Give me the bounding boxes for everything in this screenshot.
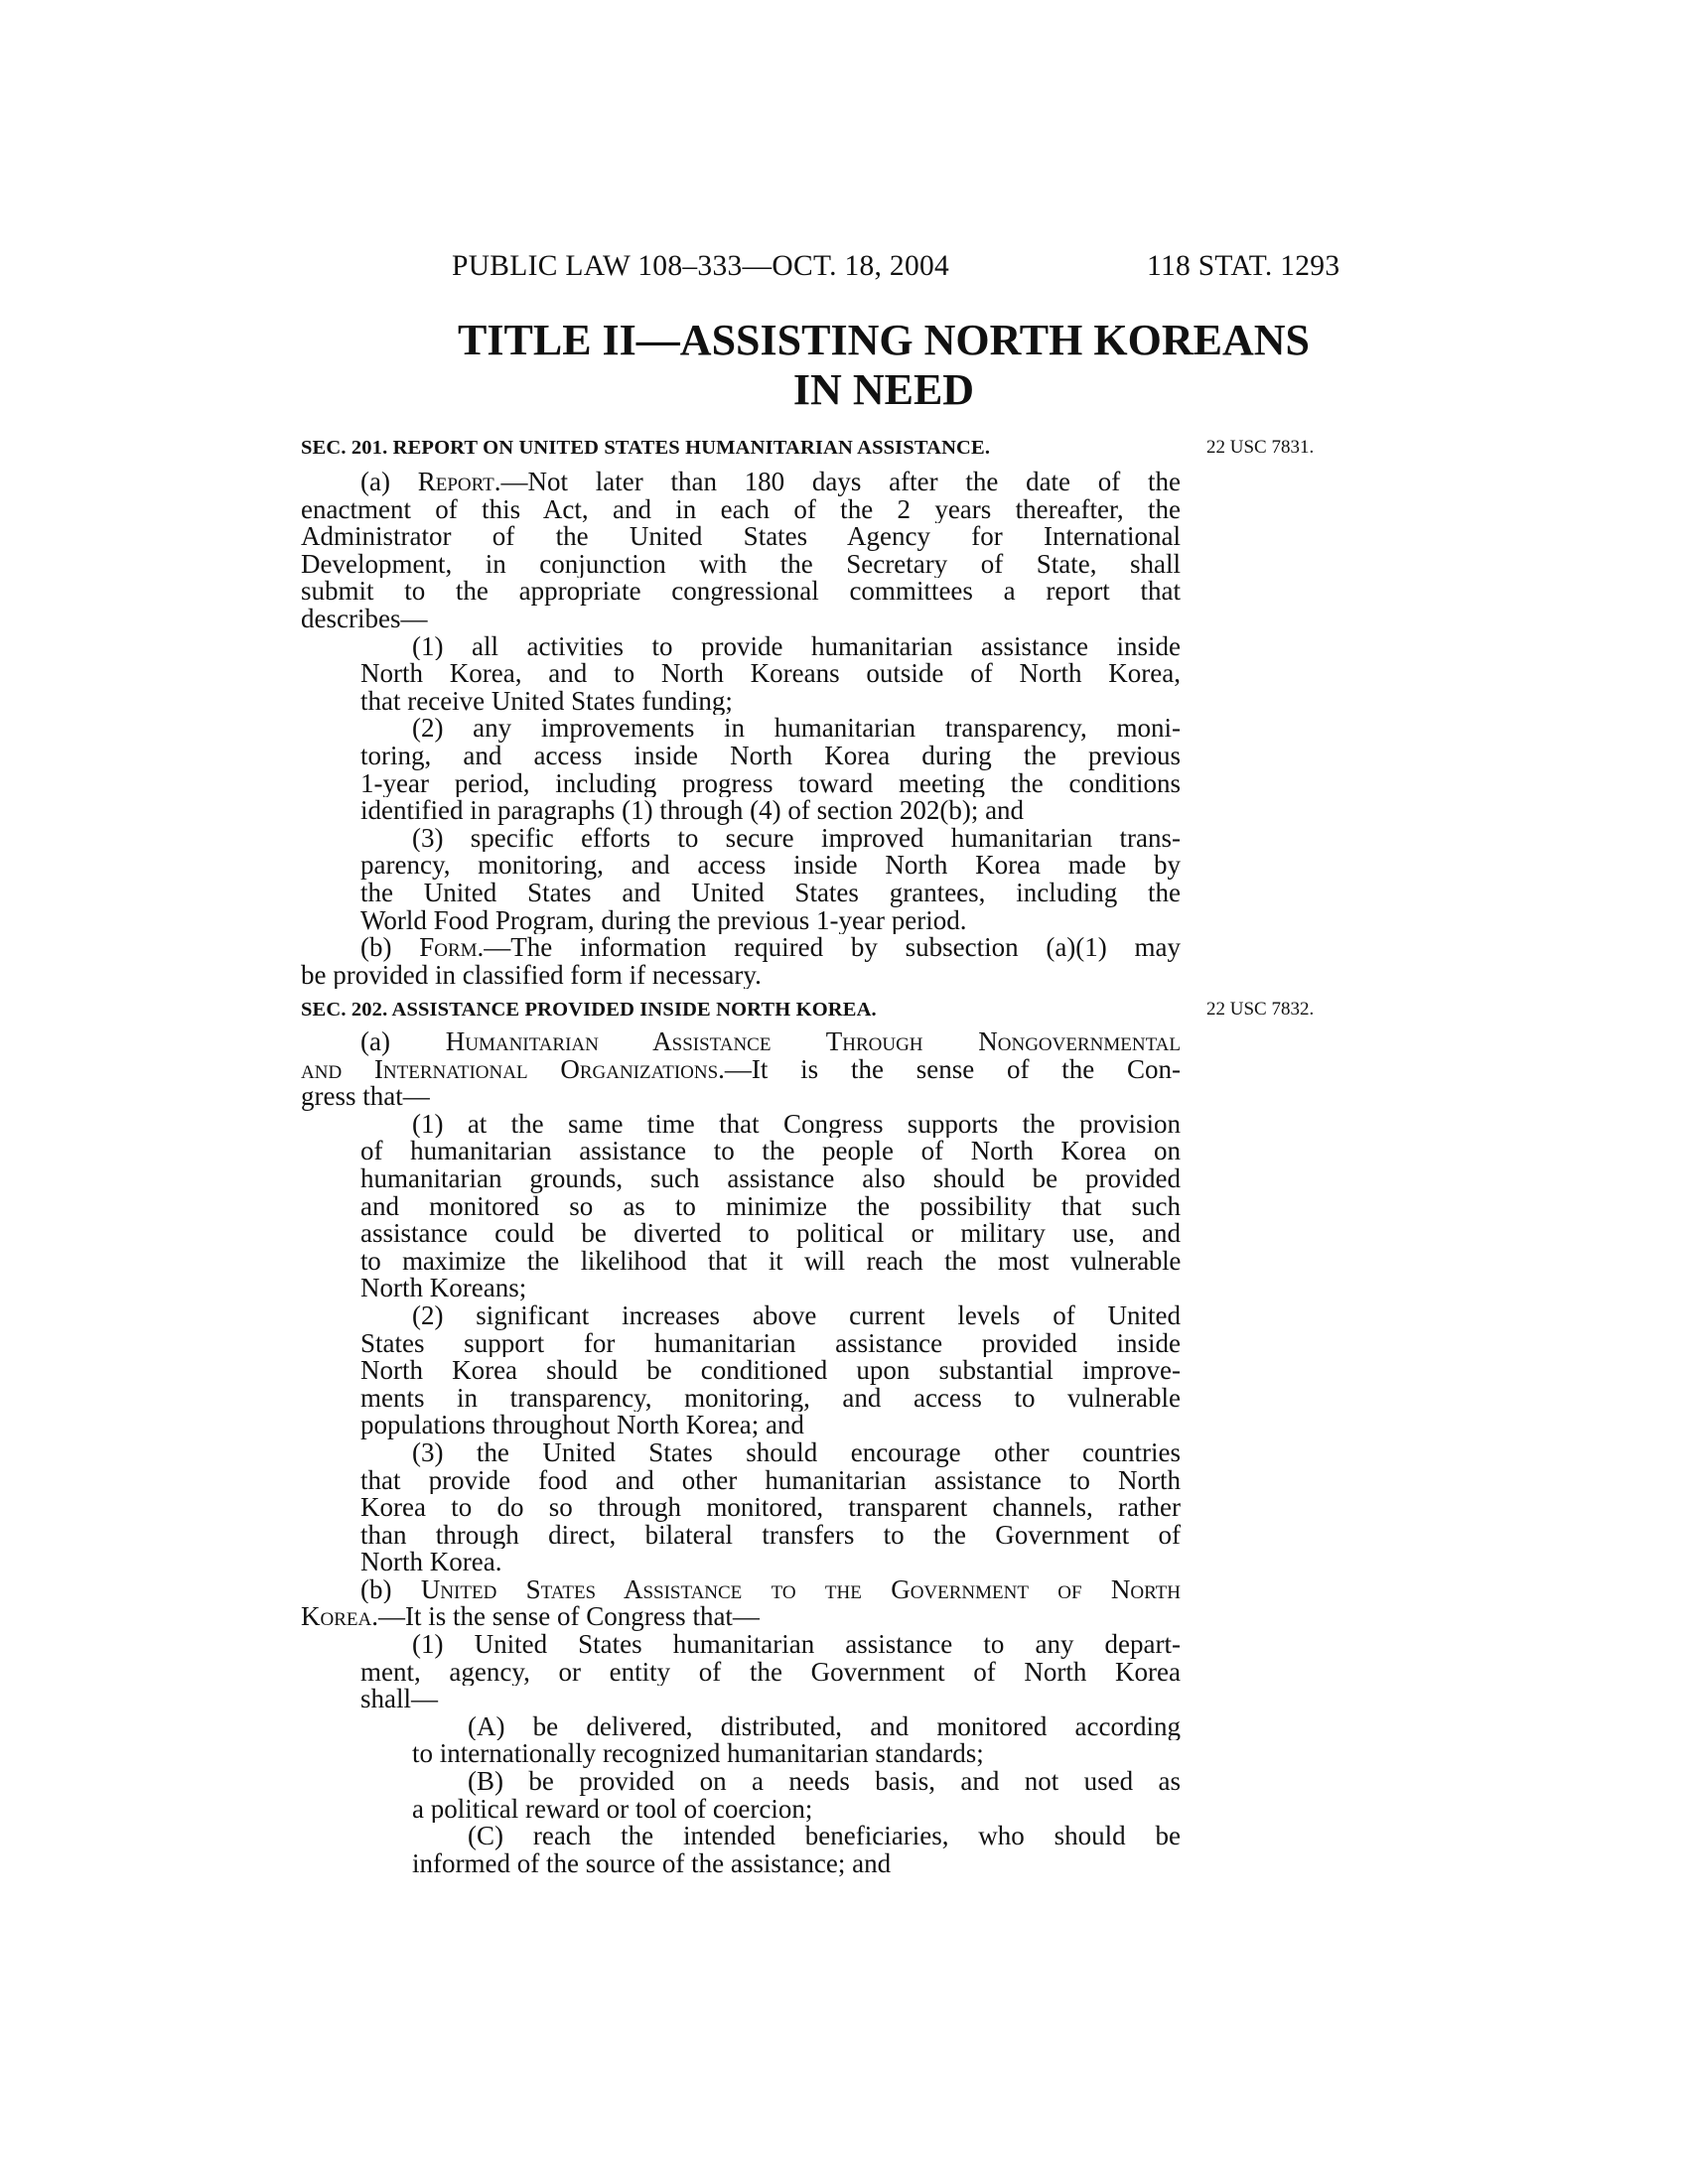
- title-heading: [298, 316, 1470, 415]
- sec-201-p1-line: that receive United States funding;: [360, 687, 733, 716]
- sec-202-p1-line: of humanitarian assistance to the people of North Korea on: [360, 1138, 1181, 1165]
- sec-202-body: [301, 1028, 1181, 1877]
- sec-201-a-line: Administrator of the United States Agency for International: [301, 523, 1181, 551]
- sec-202-b1-C-line: (C) reach the intended beneficiaries, who should be: [468, 1823, 1181, 1850]
- sec-202-b1-C-line: informed of the source of the assistance; and: [412, 1849, 892, 1878]
- sec-201-p2-line: 1-year period, including progress toward meeting the conditions: [360, 769, 1181, 798]
- sec-202-b1-line: (1) United States humanitarian assistance to any depart-: [412, 1631, 1181, 1659]
- sec-201-heading: SEC. 201. REPORT ON UNITED STATES HUMANITARIAN ASSISTANCE.: [301, 437, 991, 459]
- sec-202-a-line-1: (a) Humanitarian Assistance Through Nongovernmental: [360, 1028, 1181, 1056]
- sec-202-a-line: gress that—: [301, 1083, 430, 1111]
- sec-202-a-caption: Humanitarian Assistance Through Nongovernmental: [445, 1028, 1181, 1056]
- sec-202-p3-line: (3) the United States should encourage other countries: [412, 1438, 1181, 1467]
- sec-202-p1-line: assistance could be diverted to political or military use, and: [360, 1220, 1181, 1248]
- sec-202-b1-A-line: (A) be delivered, distributed, and monitored according: [468, 1712, 1181, 1741]
- sec-202-p1-line: (1) at the same time that Congress supports the provision: [412, 1110, 1181, 1139]
- sec-202-margin-note: 22 USC 7832.: [1206, 999, 1315, 1020]
- sec-201-p3-line: (3) specific efforts to secure improved humanitarian trans-: [412, 824, 1181, 853]
- sec-201-b-line-1: (b) Form.—The information required by subsection (a)(1) may: [360, 934, 1181, 962]
- sec-201-margin-note: 22 USC 7831.: [1206, 437, 1315, 458]
- sec-201-a-line: Development, in conjunction with the Secretary of State, shall: [301, 550, 1181, 579]
- sec-202-b1-line: shall—: [360, 1686, 438, 1713]
- stat-page-number: 118 STAT. 1293: [1147, 250, 1340, 282]
- sec-201-a-caption: Report: [417, 469, 494, 496]
- sec-202-b1-A-line: to internationally recognized humanitarian standards;: [412, 1740, 984, 1769]
- sec-202-b1-B-line: a political reward or tool of coercion;: [412, 1795, 813, 1824]
- sec-202-a-caption-cont: and International Organizations: [301, 1055, 719, 1084]
- sec-202-b-line-2: Korea.—It is the sense of Congress that—: [301, 1603, 760, 1632]
- sec-202-b1-B-line: (B) be provided on a needs basis, and not used as: [468, 1768, 1181, 1796]
- sec-201-p2-line: identified in paragraphs (1) through (4) of section 202(b); and: [360, 797, 1025, 825]
- sec-202-heading: SEC. 202. ASSISTANCE PROVIDED INSIDE NORTH KOREA.: [301, 999, 877, 1021]
- sec-202-b-line-1: (b) United States Assistance to the Government of North: [360, 1575, 1181, 1604]
- sec-202-a-line-2: and International Organizations.—It is the sense of the Con-: [301, 1055, 1181, 1084]
- sec-201-p1-line: North Korea, and to North Koreans outside of North Korea,: [360, 660, 1181, 688]
- sec-202-p3-line: than through direct, bilateral transfers to the Government of: [360, 1521, 1181, 1550]
- sec-202-p1-line: North Koreans;: [360, 1275, 527, 1302]
- sec-202-p3-line: North Korea.: [360, 1549, 502, 1576]
- sec-202-p3-line: that provide food and other humanitarian assistance to North: [360, 1466, 1181, 1495]
- sec-202-b-caption-cont: Korea: [301, 1603, 372, 1632]
- sec-202-p1-line: to maximize the likelihood that it will reach the most vulnerable: [360, 1247, 1181, 1276]
- running-head: PUBLIC LAW 108–333—OCT. 18, 2004: [452, 250, 950, 282]
- sec-201-p2-line: (2) any improvements in humanitarian transparency, moni-: [412, 715, 1181, 743]
- sec-201-p3-line: World Food Program, during the previous 1-year period.: [360, 906, 967, 935]
- sec-202-p2-line: (2) significant increases above current levels of United: [412, 1301, 1181, 1330]
- sec-201-p2-line: toring, and access inside North Korea during the previous: [360, 742, 1181, 770]
- sec-202-p2-line: populations throughout North Korea; and: [360, 1412, 804, 1439]
- sec-201-a-line: describes—: [301, 605, 428, 633]
- sec-201-p3-line: parency, monitoring, and access inside North Korea made by: [360, 852, 1181, 880]
- sec-201-body: [301, 469, 1181, 989]
- sec-202-p3-line: Korea to do so through monitored, transparent channels, rather: [360, 1494, 1181, 1522]
- sec-202-p2-line: ments in transparency, monitoring, and access to vulnerable: [360, 1384, 1181, 1413]
- sec-202-p1-line: humanitarian grounds, such assistance also should be provided: [360, 1164, 1181, 1193]
- sec-202-p1-line: and monitored so as to minimize the possibility that such: [360, 1192, 1181, 1221]
- sec-201-a-line: enactment of this Act, and in each of the 2 years thereafter, the: [301, 495, 1181, 524]
- title-line-1: TITLE II—ASSISTING NORTH KOREANS: [458, 316, 1310, 364]
- sec-201-b-line: be provided in classified form if necessary.: [301, 961, 762, 990]
- sec-202-p2-line: North Korea should be conditioned upon substantial improve-: [360, 1357, 1181, 1385]
- sec-202-b1-line: ment, agency, or entity of the Government of North Korea: [360, 1658, 1181, 1687]
- sec-201-a-line: submit to the appropriate congressional committees a report that: [301, 578, 1181, 606]
- sec-202-b-caption: United States Assistance to the Government of North: [420, 1575, 1181, 1604]
- sec-201-a-line-1: (a) Report.—Not later than 180 days after the date of the: [360, 469, 1181, 496]
- title-line-2: IN NEED: [792, 365, 975, 414]
- sec-201-p3-line: the United States and United States grantees, including the: [360, 879, 1181, 907]
- sec-201-b-caption: Form: [419, 934, 478, 962]
- sec-202-p2-line: States support for humanitarian assistance provided inside: [360, 1329, 1181, 1358]
- sec-201-p1-line: (1) all activities to provide humanitarian assistance inside: [412, 632, 1181, 661]
